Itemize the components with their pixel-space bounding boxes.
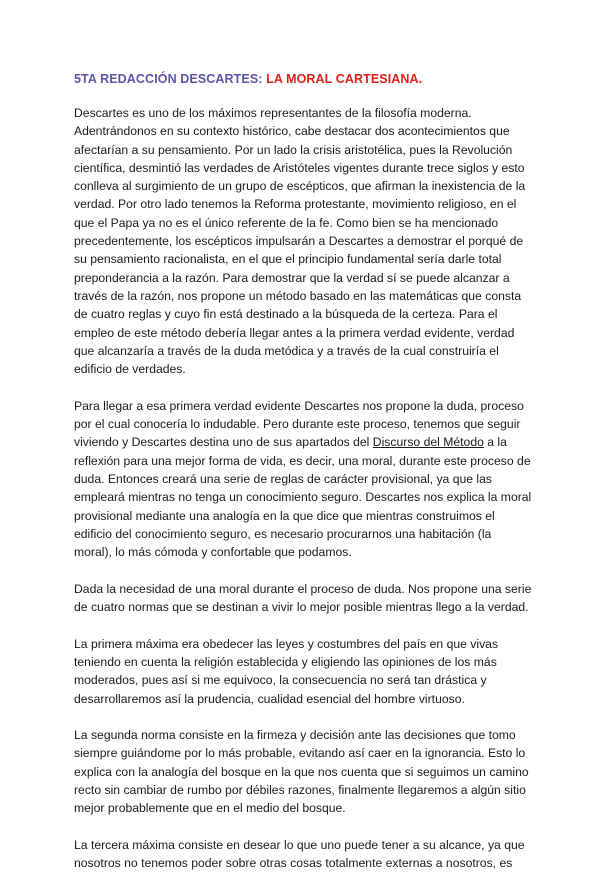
text-line: provisional mediante una analogía en la que dice que mientras construimos el: [74, 508, 495, 523]
text-line: de cuatro normas que se destinan a vivir lo mejor posible mientras llego a la verdad.: [74, 600, 529, 615]
text-line: recto sin cambiar de rumbo por débiles razones, finalmente llegaremos a algún sitio: [74, 782, 526, 797]
text-line: preponderancia a la razón. Para demostrar que la verdad sí se puede alcanzar a: [74, 270, 510, 285]
text-line: por el cual conocería lo indudable. Pero durante este proceso, tenemos que seguir: [74, 417, 521, 432]
text-line: que alcanzaría a través de la duda metódica y a través de la cual construiría el: [74, 343, 499, 358]
document-title: [74, 72, 422, 86]
paragraph-gap: [74, 818, 534, 836]
text-line: edificio de verdades.: [74, 362, 186, 377]
text-line: que el Papa ya no es el único referente de la fe. Como bien se ha mencionado: [74, 215, 499, 230]
document-body: [74, 104, 534, 872]
text-line: través de la razón, nos propone un método basado en las matemáticas que consta: [74, 288, 522, 303]
text-line: edificio del conocimiento seguro, es necesario procurarnos una habitación (la: [74, 526, 492, 541]
paragraph: [74, 836, 534, 872]
paragraph-gap: [74, 561, 534, 579]
text-line: científica, desmintió las verdades de Aristóteles vigentes durante trece siglos y esto: [74, 160, 525, 175]
paragraph: [74, 580, 534, 617]
text-line: La segunda norma consiste en la firmeza y decisión ante las decisiones que tomo: [74, 728, 516, 743]
text-line: verdad. Por otro lado tenemos la Reforma protestante, movimiento religioso, en el: [74, 197, 517, 212]
text-line: empleo de este método debería llegar antes a la primera verdad evidente, verdad: [74, 325, 515, 340]
text-line: afectarían a su pensamiento. Por un lado la crisis aristotélica, pues la Revolución: [74, 142, 513, 157]
text-line: reflexión para una mejor forma de vida, es decir, una moral, durante este proceso de: [74, 453, 531, 468]
text-line: Adentrándonos en su contexto histórico, cabe destacar dos acontecimientos que: [74, 124, 510, 139]
text-line: Descartes es uno de los máximos representantes de la filosofía moderna.: [74, 106, 472, 120]
text-line: viviendo y Descartes destina uno de sus apartados del Discurso del Método a la: [74, 435, 507, 450]
paragraph: [74, 397, 534, 562]
text-line: mejor probablemente que en el medio del bosque.: [74, 801, 346, 816]
paragraph: [74, 104, 534, 378]
text-line: de cuatro reglas y cuyo fin está destinado a la búsqueda de la certeza. Para el: [74, 307, 498, 322]
paragraph: [74, 635, 534, 708]
text-line: nosotros no tenemos poder sobre otras cosas totalmente externas a nosotros, es: [74, 856, 513, 871]
text-line: duda. Entonces creará una serie de reglas de carácter provisional, ya que las: [74, 471, 493, 486]
text-line: desarrollaremos así la prudencia, cualidad esencial del hombre virtuoso.: [74, 691, 465, 706]
text-line: La primera máxima era obedecer las leyes y costumbres del país en que vivas: [74, 636, 499, 651]
text-line: moral), lo más cómoda y confortable que podamos.: [74, 545, 352, 560]
text-line: teniendo en cuenta la religión establecida y eligiendo las opiniones de los más: [74, 654, 497, 669]
text-line: Dada la necesidad de una moral durante el proceso de duda. Nos propone una serie: [74, 581, 532, 596]
paragraph-gap: [74, 378, 534, 396]
paragraph: [74, 726, 534, 817]
text-line: moderados, pues así si me equivoco, la consecuencia no será tan drástica y: [74, 673, 487, 688]
text-line: Para llegar a esa primera verdad evidente Descartes nos propone la duda, proceso: [74, 398, 524, 413]
text-line: empleará mientras no tenga un conocimiento seguro. Descartes nos explica la moral: [74, 490, 532, 505]
paragraph-gap: [74, 616, 534, 634]
title-main: LA MORAL CARTESIANA.: [266, 72, 423, 86]
underlined-title: Discurso del Método: [372, 435, 484, 450]
text-line: siempre guiándome por lo más probable, evitando así caer en la ignorancia. Esto lo: [74, 746, 526, 761]
title-prefix: 5TA REDACCIÓN DESCARTES:: [74, 72, 267, 86]
paragraph-gap: [74, 708, 534, 726]
text-line: su pensamiento racionalista, en el que el principio fundamental sería darle total: [74, 252, 502, 267]
text-line: precedentemente, los escépticos impulsarán a Descartes a demostrar el porqué de: [74, 234, 524, 249]
text-line: La tercera máxima consiste en desear lo que uno puede tener a su alcance, ya que: [74, 837, 525, 852]
text-line: conlleva al surgimiento de un grupo de escépticos, que afirman la inexistencia de la: [74, 179, 526, 194]
text-line: explica con la analogía del bosque en la que nos cuenta que si seguimos un camino: [74, 764, 529, 779]
